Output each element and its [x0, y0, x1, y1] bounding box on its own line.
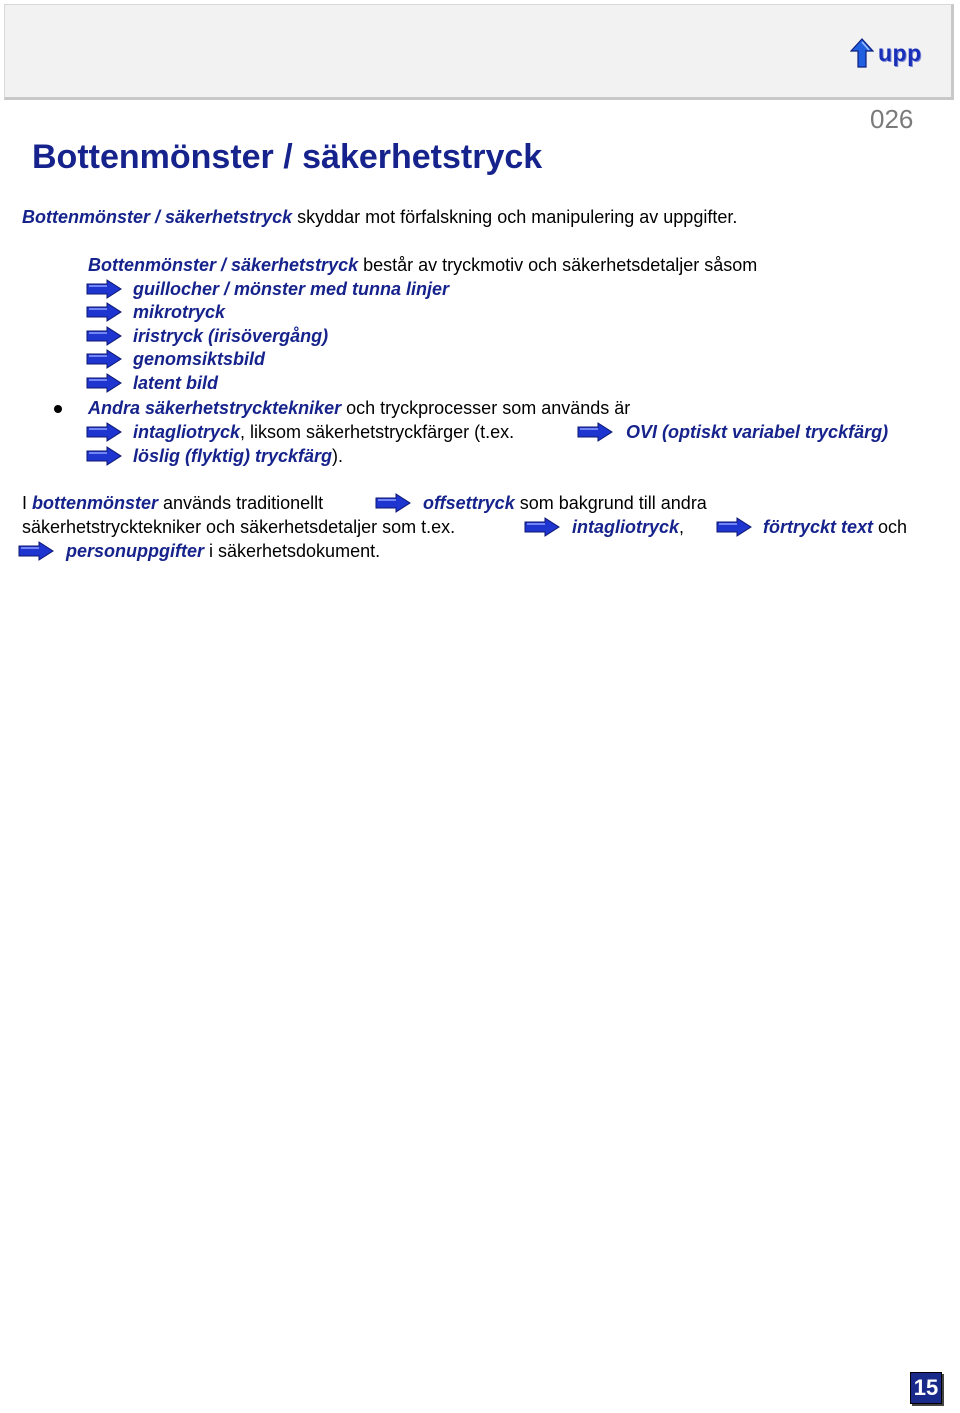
arrow-icon: [86, 349, 122, 369]
arrow-icon: [524, 517, 560, 537]
para-l2-rest: och: [873, 517, 908, 537]
para-p1-term2: offsettryck: [423, 493, 515, 513]
arrow-icon: [86, 326, 122, 346]
upp-label: upp: [878, 39, 922, 66]
para-l2-comma: ,: [679, 517, 685, 537]
other-line1-term: intagliotryck: [133, 422, 241, 442]
para-line-2b: [572, 515, 684, 539]
components-rest: består av tryckmotiv och säkerhetsdetaljer såsom: [358, 255, 758, 275]
list-item: genomsiktsbild: [133, 349, 266, 369]
arrow-icon: [86, 373, 122, 393]
arrow-icon: [577, 422, 613, 442]
para-p1-term: bottenmönster: [32, 493, 159, 513]
para-l3-rest: i säkerhetsdokument.: [204, 541, 381, 561]
para-line-1b: [423, 491, 707, 515]
arrow-icon: [86, 279, 122, 299]
other-line1-term2: OVI (optiskt variabel tryckfärg): [626, 422, 889, 442]
footer-page-badge: 15: [910, 1372, 942, 1404]
components-term: Bottenmönster / säkerhetstryck: [88, 255, 359, 275]
other-text: [88, 396, 630, 420]
intro-rest: skyddar mot förfalskning och manipulering av uppgifter.: [292, 207, 738, 227]
upp-button[interactable]: [850, 37, 930, 69]
other-line2-rest: ).: [332, 446, 344, 466]
para-p1-rest: används traditionellt: [158, 493, 324, 513]
other-line1-rest: , liksom säkerhetstryckfärger (t.ex.: [240, 422, 515, 442]
intro-term: Bottenmönster / säkerhetstryck: [22, 207, 293, 227]
bullet-icon: [54, 405, 62, 413]
other-line2-term: löslig (flyktig) tryckfärg: [133, 446, 333, 466]
page-number: 026: [870, 104, 914, 134]
para-line-3: [66, 539, 380, 563]
list-item: latent bild: [133, 373, 218, 393]
components-text: [88, 253, 757, 277]
up-arrow-icon: [850, 38, 874, 68]
para-line-2a: säkerhetstrycktekniker och säkerhetsdetaljer som t.ex.: [22, 517, 456, 537]
other-term: Andra säkerhetstrycktekniker: [88, 398, 342, 418]
intro-text: [22, 205, 737, 229]
arrow-icon: [86, 422, 122, 442]
arrow-icon: [716, 517, 752, 537]
other-line-2: [133, 444, 343, 468]
list-item: guillocher / mönster med tunna linjer: [133, 279, 450, 299]
arrow-icon: [375, 493, 411, 513]
para-p1-rest2: som bakgrund till andra: [514, 493, 707, 513]
other-line-1: [133, 420, 514, 444]
para-l2-term: intagliotryck: [572, 517, 680, 537]
arrow-icon: [18, 541, 54, 561]
arrow-icon: [86, 446, 122, 466]
list-item: iristryck (irisövergång): [133, 326, 329, 346]
page-title: Bottenmönster / säkerhetstryck: [32, 138, 543, 176]
para-line-1a: [22, 491, 323, 515]
top-banner: [4, 4, 954, 100]
para-line-2c: [763, 515, 907, 539]
list-item: mikrotryck: [133, 302, 226, 322]
arrow-icon: [86, 302, 122, 322]
para-l2-term2: förtryckt text: [763, 517, 874, 537]
para-p1: I: [22, 493, 33, 513]
para-l3-term: personuppgifter: [66, 541, 204, 561]
other-rest: och tryckprocesser som används är: [341, 398, 631, 418]
